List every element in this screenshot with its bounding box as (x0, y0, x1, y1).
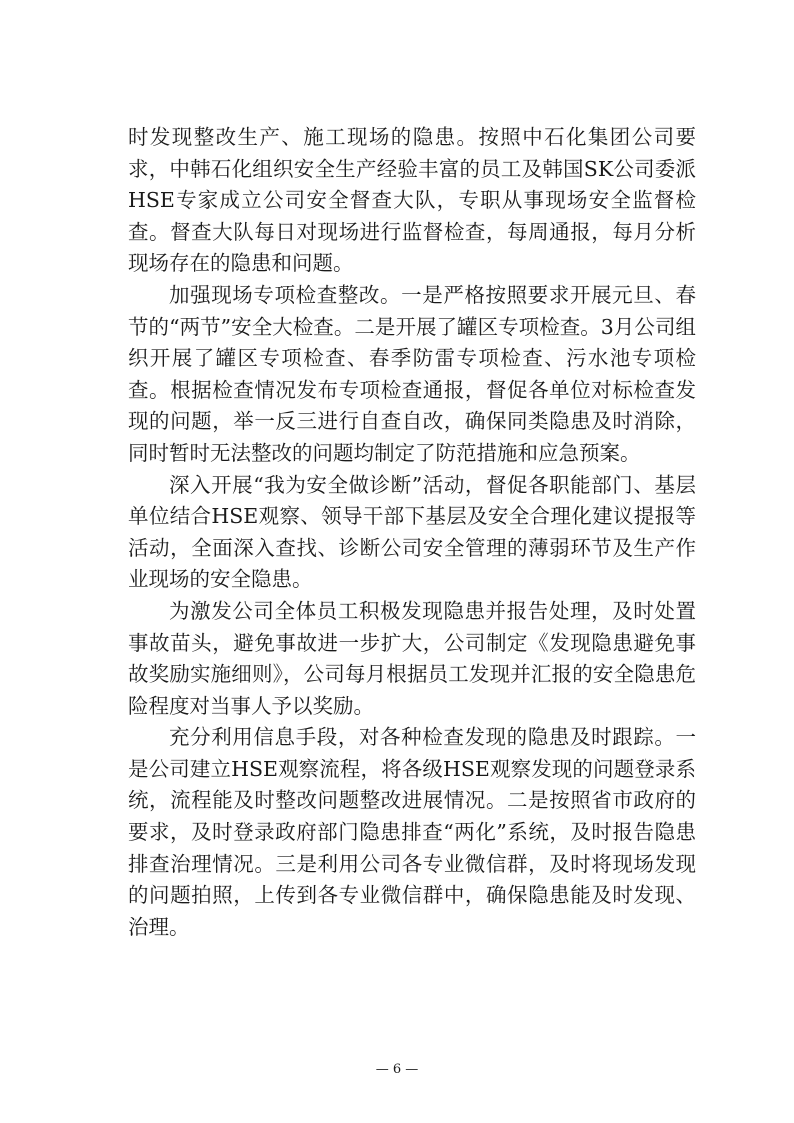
paragraph-information-tracking: 充分利用信息手段，对各种检查发现的隐患及时跟踪。一是公司建立HSE观察流程，将各级HSE观察发现的问题登录系统，流程能及时整改问题整改进展情况。二是按照省市政府的要求，及时登录政府部门隐患排查“两化”系统，及时报告隐患排查治理情况。三是利用公司各专业微信群，及时将现场发现的问题拍照，上传到各专业微信群中，确保隐患能及时发现、治理。 (128, 725, 696, 939)
paragraph-safety-diagnosis: 深入开展“我为安全做诊断”活动，督促各职能部门、基层单位结合HSE观察、领导干部下基层及安全合理化建议提报等活动，全面深入查找、诊断公司安全管理的薄弱环节及生产作业现场的安全隐患。 (128, 472, 696, 592)
paragraph-reward-rules: 为激发公司全体员工积极发现隐患并报告处理，及时处置事故苗头，避免事故进一步扩大，公司制定《发现隐患避免事故奖励实施细则》，公司每月根据员工发现并汇报的安全隐患危险程度对当事人予以奖励。 (128, 598, 696, 718)
paragraph-continued: 时发现整改生产、施工现场的隐患。按照中石化集团公司要求，中韩石化组织安全生产经验丰富的员工及韩国SK公司委派HSE专家成立公司安全督查大队，专职从事现场安全监督检查。督查大队每日对现场进行监督检查，每周通报，每月分析现场存在的隐患和问题。 (128, 125, 696, 276)
page-number: — 6 — (375, 1062, 419, 1077)
body-text (128, 122, 696, 943)
paragraph-special-inspection: 加强现场专项检查整改。一是严格按照要求开展元旦、春节的“两节”安全大检查。二是开展了罐区专项检查。3月公司组织开展了罐区专项检查、春季防雷专项检查、污水池专项检查。根据检查情况发布专项检查通报，督促各单位对标检查发现的问题，举一反三进行自查自改，确保同类隐患及时消除，同时暂时无法整改的问题均制定了防范措施和应急预案。 (128, 282, 696, 465)
